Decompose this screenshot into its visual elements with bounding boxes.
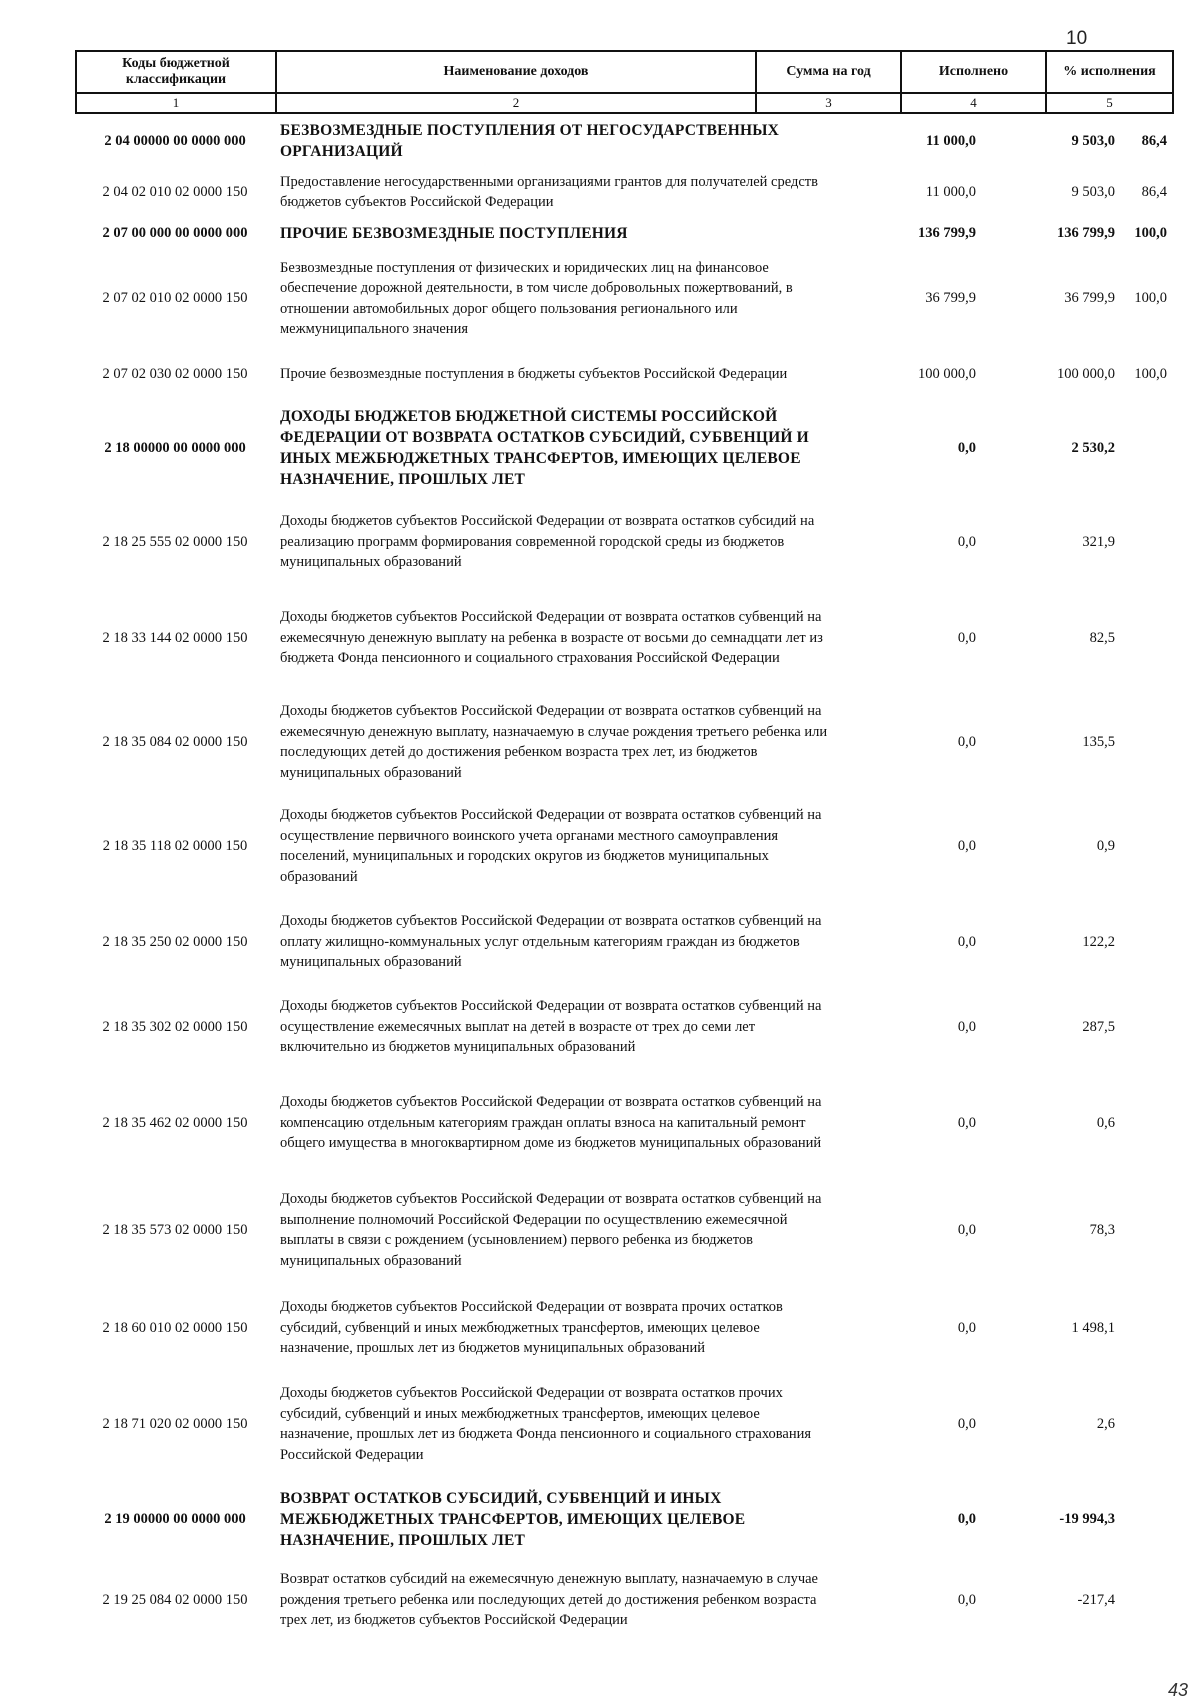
row-name: Доходы бюджетов субъектов Российской Федерации от возврата остатков субвенций на осуществление ежемесячных выплат на детей в возрасте от трех до семи лет включительно из бюджетов муниципальных образований (280, 998, 822, 1056)
row-executed: 122,2 (1082, 933, 1115, 950)
row-name: Доходы бюджетов субъектов Российской Федерации от возврата остатков субвенций на компенсацию отдельным категориям граждан оплаты взноса на капитальный ремонт общего имущества в многоквартирном доме из бюджетов муниципальных образований (280, 1094, 822, 1152)
table-row (75, 396, 1172, 500)
row-code: 2 18 33 144 02 0000 150 (102, 629, 248, 646)
row-year-sum: 0,0 (957, 1018, 976, 1035)
row-percent (1115, 900, 1167, 984)
row-year-sum: 0,0 (957, 933, 976, 950)
row-year-sum: 0,0 (957, 733, 976, 750)
row-code: 2 18 35 302 02 0000 150 (102, 1018, 248, 1035)
table-row (75, 169, 1172, 215)
row-percent: 86,4 (1141, 132, 1167, 149)
row-name: Безвозмездные поступления от физических и юридических лиц на финансовое обеспечение дорожной деятельности, в том числе добровольных пожертвований, в отношении автомобильных дорог общего пользования регионального или межмуниципального значения (280, 259, 793, 337)
row-code: 2 04 02 010 02 0000 150 (102, 183, 248, 200)
row-year-sum: 36 799,9 (925, 290, 976, 306)
row-percent (1115, 690, 1167, 794)
row-code: 2 18 25 555 02 0000 150 (102, 533, 248, 550)
row-executed: 1 498,1 (1071, 1319, 1115, 1336)
row-code: 2 18 00000 00 0000 000 (104, 439, 246, 456)
table-row (75, 985, 1172, 1069)
header-name: Наименование доходов (276, 51, 756, 93)
row-name: ПРОЧИЕ БЕЗВОЗМЕЗДНЫЕ ПОСТУПЛЕНИЯ (280, 224, 628, 242)
row-percent: 100,0 (1134, 224, 1167, 241)
table-row (75, 804, 1172, 888)
row-year-sum: 11 000,0 (926, 132, 976, 149)
row-name: Доходы бюджетов субъектов Российской Федерации от возврата остатков субвенций на ежемесячную денежную выплату, назначаемую в случае рождения третьего ребенка или последующих детей до достижения ребенком возраста трех лет, из бюджетов муниципальных образований (280, 703, 828, 781)
row-executed: 2,6 (1096, 1415, 1115, 1432)
row-code: 2 18 35 118 02 0000 150 (102, 837, 248, 854)
row-name: Возврат остатков субсидий на ежемесячную денежную выплату, назначаемую в случае рождения третьего ребенка или последующих детей до достижения ребенком возраста трех лет, из бюджетов субъектов Российской Федерации (280, 1571, 818, 1629)
row-executed: -19 994,3 (1059, 1510, 1115, 1527)
row-executed: -217,4 (1077, 1591, 1115, 1608)
table-row (75, 1081, 1172, 1165)
row-executed: 100 000,0 (1057, 366, 1115, 382)
table-row (75, 118, 1172, 164)
row-name: БЕЗВОЗМЕЗДНЫЕ ПОСТУПЛЕНИЯ ОТ НЕГОСУДАРСТВЕННЫХ ОРГАНИЗАЦИЙ (280, 122, 780, 160)
table-row (75, 900, 1172, 984)
row-code: 2 19 00000 00 0000 000 (104, 1510, 246, 1527)
row-name: Доходы бюджетов субъектов Российской Федерации от возврата остатков субсидий на реализацию программ формирования современной городской среды из бюджетов муниципальных образований (280, 513, 815, 571)
row-code: 2 19 25 084 02 0000 150 (102, 1591, 248, 1608)
header-percent: % исполнения (1046, 51, 1173, 93)
row-year-sum: 100 000,0 (918, 366, 976, 382)
row-code: 2 07 02 030 02 0000 150 (102, 366, 248, 382)
header-code: Коды бюджетной классификации (76, 51, 276, 93)
row-executed: 136 799,9 (1057, 224, 1115, 241)
row-percent (1115, 985, 1167, 1069)
row-percent: 100,0 (1134, 366, 1167, 382)
row-code: 2 18 35 462 02 0000 150 (102, 1114, 248, 1131)
header-num-2: 2 (276, 93, 756, 113)
row-executed: 9 503,0 (1071, 183, 1115, 200)
row-name: Доходы бюджетов субъектов Российской Федерации от возврата остатков прочих субсидий, субвенций и иных межбюджетных трансфертов, имеющих целевое назначение, прошлых лет из бюджета Фонда пенсионного и социального страхования Российской Федерации (280, 1385, 812, 1463)
row-year-sum: 0,0 (957, 439, 976, 456)
table-row (75, 1178, 1172, 1282)
table-row (75, 1286, 1172, 1370)
row-year-sum: 0,0 (957, 533, 976, 550)
row-executed: 135,5 (1082, 733, 1115, 750)
row-name: Прочие безвозмездные поступления в бюджеты субъектов Российской Федерации (280, 366, 788, 383)
row-name: Доходы бюджетов субъектов Российской Федерации от возврата остатков субвенций на выполнение полномочий Российской Федерации по осуществлению ежемесячной выплаты в связи с рождением (усыновлением) первого ребенка из бюджетов муниципальных образований (280, 1191, 822, 1269)
header-num-4: 4 (901, 93, 1046, 113)
row-executed: 287,5 (1082, 1018, 1115, 1035)
table-row (75, 1558, 1172, 1642)
row-year-sum: 136 799,9 (918, 224, 976, 241)
row-year-sum: 0,0 (957, 1591, 976, 1608)
row-year-sum: 0,0 (957, 629, 976, 646)
row-year-sum: 0,0 (957, 1221, 976, 1238)
table-row (75, 247, 1172, 350)
row-executed: 82,5 (1089, 629, 1115, 646)
table-header (75, 50, 1174, 114)
row-executed: 9 503,0 (1071, 132, 1115, 149)
row-executed: 2 530,2 (1071, 439, 1115, 456)
row-name: Доходы бюджетов субъектов Российской Федерации от возврата прочих остатков субсидий, субвенций и иных межбюджетных трансфертов, имеющих целевое назначение, прошлых лет из бюджетов муниципальных образований (280, 1299, 783, 1357)
row-year-sum: 0,0 (957, 1114, 976, 1131)
row-name: Доходы бюджетов субъектов Российской Федерации от возврата остатков субвенций на ежемесячную денежную выплату на ребенка в возрасте от восьми до семнадцати лет из бюджета Фонда пенсионного и социального страхования Российской Федерации (280, 609, 823, 667)
row-name: Доходы бюджетов субъектов Российской Федерации от возврата остатков субвенций на осуществление первичного воинского учета органами местного самоуправления поселений, муниципальных и городских округов из бюджетов муниципальных образований (280, 807, 822, 885)
row-code: 2 04 00000 00 0000 000 (104, 132, 246, 149)
table-row (75, 690, 1172, 794)
row-year-sum: 0,0 (957, 837, 976, 854)
table-row (75, 220, 1172, 246)
row-percent: 100,0 (1134, 290, 1167, 306)
row-code: 2 07 00 000 00 0000 000 (102, 224, 248, 241)
header-num-3: 3 (756, 93, 901, 113)
row-percent (1115, 1372, 1167, 1476)
row-code: 2 18 71 020 02 0000 150 (102, 1415, 248, 1432)
table-row (75, 1372, 1172, 1476)
row-percent (1115, 804, 1167, 888)
row-executed: 321,9 (1082, 533, 1115, 550)
row-percent (1115, 1081, 1167, 1165)
row-code: 2 18 35 573 02 0000 150 (102, 1221, 248, 1238)
row-executed: 36 799,9 (1064, 290, 1115, 306)
row-year-sum: 0,0 (957, 1319, 976, 1336)
row-executed: 78,3 (1089, 1221, 1115, 1238)
row-code: 2 07 02 010 02 0000 150 (102, 290, 248, 306)
footer-page-number: 43 (1168, 1680, 1189, 1700)
row-percent (1115, 1178, 1167, 1282)
row-name: Предоставление негосударственными организациями грантов для получателей средств бюджетов субъектов Российской Федерации (280, 173, 818, 210)
row-percent (1115, 500, 1167, 584)
row-code: 2 18 35 250 02 0000 150 (102, 933, 248, 950)
row-percent (1115, 396, 1167, 500)
row-year-sum: 0,0 (957, 1510, 976, 1527)
row-percent: 86,4 (1141, 183, 1167, 200)
row-executed: 0,9 (1096, 837, 1115, 854)
page-number: 10 (1066, 28, 1088, 49)
row-executed: 0,6 (1096, 1114, 1115, 1131)
header-num-1: 1 (76, 93, 276, 113)
row-year-sum: 11 000,0 (925, 183, 976, 200)
row-percent (1115, 1486, 1167, 1552)
row-code: 2 18 35 084 02 0000 150 (102, 733, 248, 750)
row-percent (1115, 596, 1167, 680)
row-code: 2 18 60 010 02 0000 150 (102, 1319, 248, 1336)
row-year-sum: 0,0 (957, 1415, 976, 1432)
header-num-5: 5 (1046, 93, 1173, 113)
row-percent (1115, 1286, 1167, 1370)
row-name: ВОЗВРАТ ОСТАТКОВ СУБСИДИЙ, СУБВЕНЦИЙ И ИНЫХ МЕЖБЮДЖЕТНЫХ ТРАНСФЕРТОВ, ИМЕЮЩИХ ЦЕЛЕВОЕ НАЗНАЧЕНИЕ, ПРОШЛЫХ ЛЕТ (280, 1489, 746, 1549)
table-row (75, 1486, 1172, 1552)
row-name: ДОХОДЫ БЮДЖЕТОВ БЮДЖЕТНОЙ СИСТЕМЫ РОССИЙСКОЙ ФЕДЕРАЦИИ ОТ ВОЗВРАТА ОСТАТКОВ СУБСИДИЙ, СУБВЕНЦИЙ И ИНЫХ МЕЖБЮДЖЕТНЫХ ТРАНСФЕРТОВ, ИМЕЮЩИХ ЦЕЛЕВОЕ НАЗНАЧЕНИЕ, ПРОШЛЫХ ЛЕТ (280, 408, 809, 488)
header-executed: Исполнено (901, 51, 1046, 93)
header-year-sum: Сумма на год (756, 51, 901, 93)
table-row (75, 500, 1172, 584)
table-row (75, 596, 1172, 680)
row-name: Доходы бюджетов субъектов Российской Федерации от возврата остатков субвенций на оплату жилищно-коммунальных услуг отдельным категориям граждан из бюджетов муниципальных образований (280, 913, 822, 971)
table-row (75, 352, 1172, 397)
row-percent (1115, 1558, 1167, 1642)
